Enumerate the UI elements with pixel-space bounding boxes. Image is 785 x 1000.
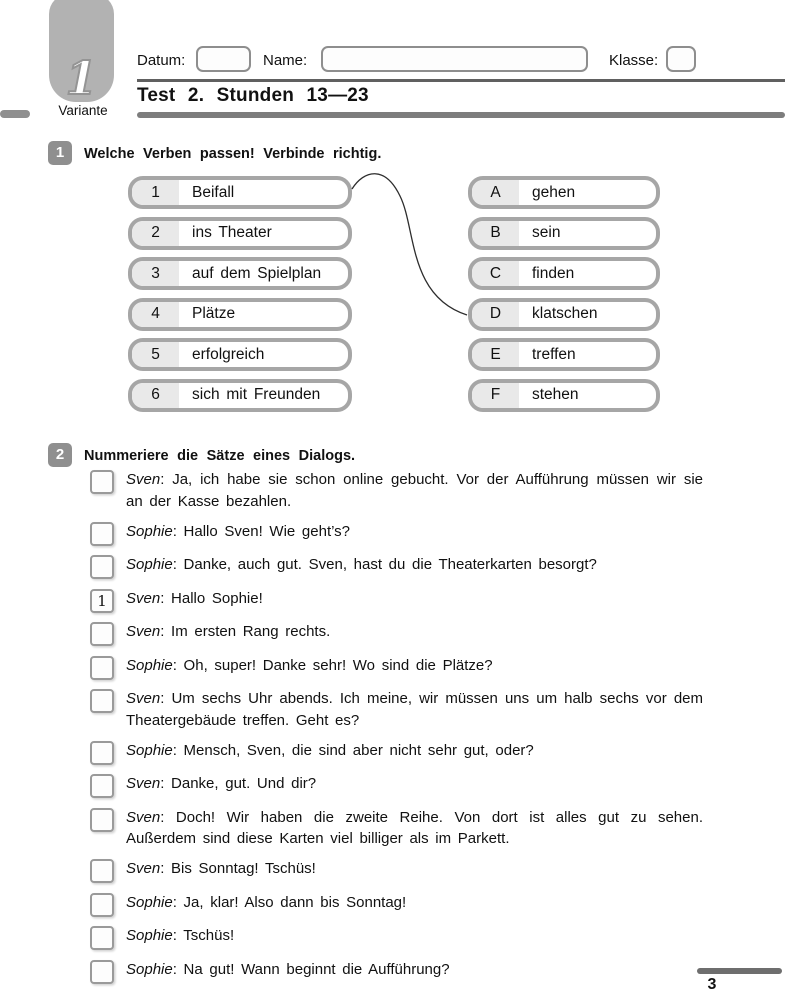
match-item-label: sein: [532, 224, 561, 241]
match-right-item-A[interactable]: [468, 176, 660, 209]
exercise1-badge: 1: [48, 141, 72, 165]
dialog-line: Sophie: Danke, auch gut. Sven, hast du die Theaterkarten besorgt?: [126, 556, 597, 573]
match-item-label: Beifall: [192, 183, 235, 201]
answer-box[interactable]: [90, 741, 114, 765]
answer-box[interactable]: [90, 893, 114, 917]
datum-label: Datum:: [137, 52, 186, 69]
dialog-item-4: [90, 588, 703, 613]
dialog-line: Sven: Ja, ich habe sie schon online gebucht. Vor der Aufführung müssen wir sie an der Kasse bezahlen.: [126, 471, 703, 510]
dialog-line: Sven: Bis Sonntag! Tschüs!: [126, 860, 316, 877]
answer-box[interactable]: [90, 656, 114, 680]
dialog-line: Sophie: Oh, super! Danke sehr! Wo sind die Plätze?: [126, 656, 493, 674]
match-right-item-B[interactable]: [468, 217, 660, 250]
match-right-item-F[interactable]: [468, 379, 660, 412]
speaker-name: Sven: [126, 808, 161, 826]
speaker-name: Sophie: [126, 556, 173, 573]
dialog-item-7: [90, 688, 703, 731]
match-item-label: klatschen: [532, 305, 598, 322]
dialog-line: Sven: Um sechs Uhr abends. Ich meine, wir müssen uns um halb sechs vor dem Theatergebäude treffen. Geht es?: [126, 690, 703, 729]
answer-box[interactable]: [90, 470, 114, 494]
answer-box[interactable]: [90, 808, 114, 832]
variante-number: 1: [65, 51, 98, 105]
klasse-label: Klasse:: [609, 52, 659, 69]
left-edge-dash: [0, 110, 30, 118]
answer-box[interactable]: 1: [90, 589, 114, 613]
match-left-item-1[interactable]: [128, 176, 352, 209]
match-item-key: 6: [132, 383, 179, 408]
speaker-name: Sophie: [126, 656, 173, 674]
match-item-label: erfolgreich: [192, 345, 265, 363]
match-right-item-E[interactable]: [468, 338, 660, 371]
match-right-item-D[interactable]: [468, 298, 660, 331]
dialog-item-9: [90, 773, 703, 798]
match-item-label: gehen: [532, 183, 576, 201]
match-item-key: A: [472, 180, 519, 205]
dialog-line: Sven: Im ersten Rang rechts.: [126, 623, 331, 640]
match-item-key: F: [472, 383, 519, 408]
page-title: Test 2. Stunden 13—23: [137, 85, 369, 106]
match-right-item-C[interactable]: [468, 257, 660, 290]
dialog-item-13: [90, 925, 703, 950]
dialog-item-10: [90, 807, 703, 850]
match-item-key: 4: [132, 302, 179, 327]
dialog-item-6: [90, 655, 703, 680]
title-underline: [137, 112, 785, 118]
exercise2-instruction: Nummeriere die Sätze eines Dialogs.: [84, 448, 356, 464]
dialog-item-1: [90, 469, 703, 512]
match-left-item-2[interactable]: [128, 217, 352, 250]
dialog-list: [90, 469, 703, 992]
page-number: 3: [707, 976, 717, 993]
exercise2-badge: 2: [48, 443, 72, 467]
answer-box[interactable]: [90, 622, 114, 646]
match-item-key: D: [472, 302, 519, 327]
match-item-key: C: [472, 261, 519, 286]
dialog-line: Sven: Hallo Sophie!: [126, 589, 263, 607]
dialog-line: Sven: Danke, gut. Und dir?: [126, 775, 317, 792]
speaker-name: Sven: [126, 690, 161, 707]
footer-bar: [697, 968, 782, 974]
dialog-item-5: [90, 621, 703, 646]
answer-box[interactable]: [90, 555, 114, 579]
match-item-label: Plätze: [192, 305, 236, 322]
dialog-item-12: [90, 892, 703, 917]
speaker-name: Sophie: [126, 741, 173, 759]
speaker-name: Sven: [126, 623, 161, 640]
answer-box[interactable]: [90, 522, 114, 546]
speaker-name: Sophie: [126, 893, 173, 911]
answer-box[interactable]: [90, 859, 114, 883]
answer-box[interactable]: [90, 960, 114, 984]
speaker-name: Sven: [126, 471, 161, 488]
dialog-item-11: [90, 858, 703, 883]
answer-box[interactable]: [90, 689, 114, 713]
speaker-name: Sophie: [126, 927, 173, 944]
dialog-line: Sophie: Ja, klar! Also dann bis Sonntag!: [126, 893, 407, 911]
match-item-label: treffen: [532, 345, 576, 363]
name-field[interactable]: [321, 46, 588, 72]
match-item-label: stehen: [532, 386, 579, 403]
match-item-label: auf dem Spielplan: [192, 264, 322, 282]
variante-tab: [49, 0, 114, 105]
answer-box[interactable]: [90, 926, 114, 950]
speaker-name: Sophie: [126, 522, 173, 540]
match-item-key: B: [472, 221, 519, 246]
match-left-item-5[interactable]: [128, 338, 352, 371]
speaker-name: Sven: [126, 775, 161, 792]
speaker-name: Sophie: [126, 960, 173, 978]
dialog-line: Sophie: Tschüs!: [126, 927, 235, 944]
match-item-label: ins Theater: [192, 224, 272, 241]
match-item-label: sich mit Freunden: [192, 386, 321, 403]
match-item-key: E: [472, 342, 519, 367]
speaker-name: Sven: [126, 589, 161, 607]
name-label: Name:: [263, 52, 308, 69]
match-item-key: 5: [132, 342, 179, 367]
answer-box[interactable]: [90, 774, 114, 798]
dialog-item-8: [90, 740, 703, 765]
speaker-name: Sven: [126, 860, 161, 877]
dialog-line: Sophie: Na gut! Wann beginnt die Aufführung?: [126, 960, 450, 978]
match-left-column: [128, 176, 352, 412]
dialog-line: Sven: Doch! Wir haben die zweite Reihe. Von dort ist alles gut zu sehen. Außerdem sind diese Karten viel billiger als im Parkett.: [126, 808, 703, 847]
klasse-field[interactable]: [666, 46, 696, 72]
match-item-key: 3: [132, 261, 179, 286]
match-left-item-3[interactable]: [128, 257, 352, 290]
exercise1-instruction: Welche Verben passen! Verbinde richtig.: [84, 146, 382, 162]
header-divider: [137, 79, 785, 82]
datum-field[interactable]: [196, 46, 251, 72]
dialog-item-2: [90, 521, 703, 546]
dialog-line: Sophie: Hallo Sven! Wie geht’s?: [126, 522, 351, 540]
match-item-key: 2: [132, 221, 179, 246]
match-left-item-4[interactable]: [128, 298, 352, 331]
dialog-line: Sophie: Mensch, Sven, die sind aber nicht sehr gut, oder?: [126, 741, 534, 759]
match-right-column: [468, 176, 660, 412]
match-item-label: finden: [532, 264, 575, 282]
dialog-item-3: [90, 554, 703, 579]
variante-label: Variante: [58, 103, 108, 118]
match-left-item-6[interactable]: [128, 379, 352, 412]
match-item-key: 1: [132, 180, 179, 205]
dialog-item-14: [90, 959, 703, 984]
